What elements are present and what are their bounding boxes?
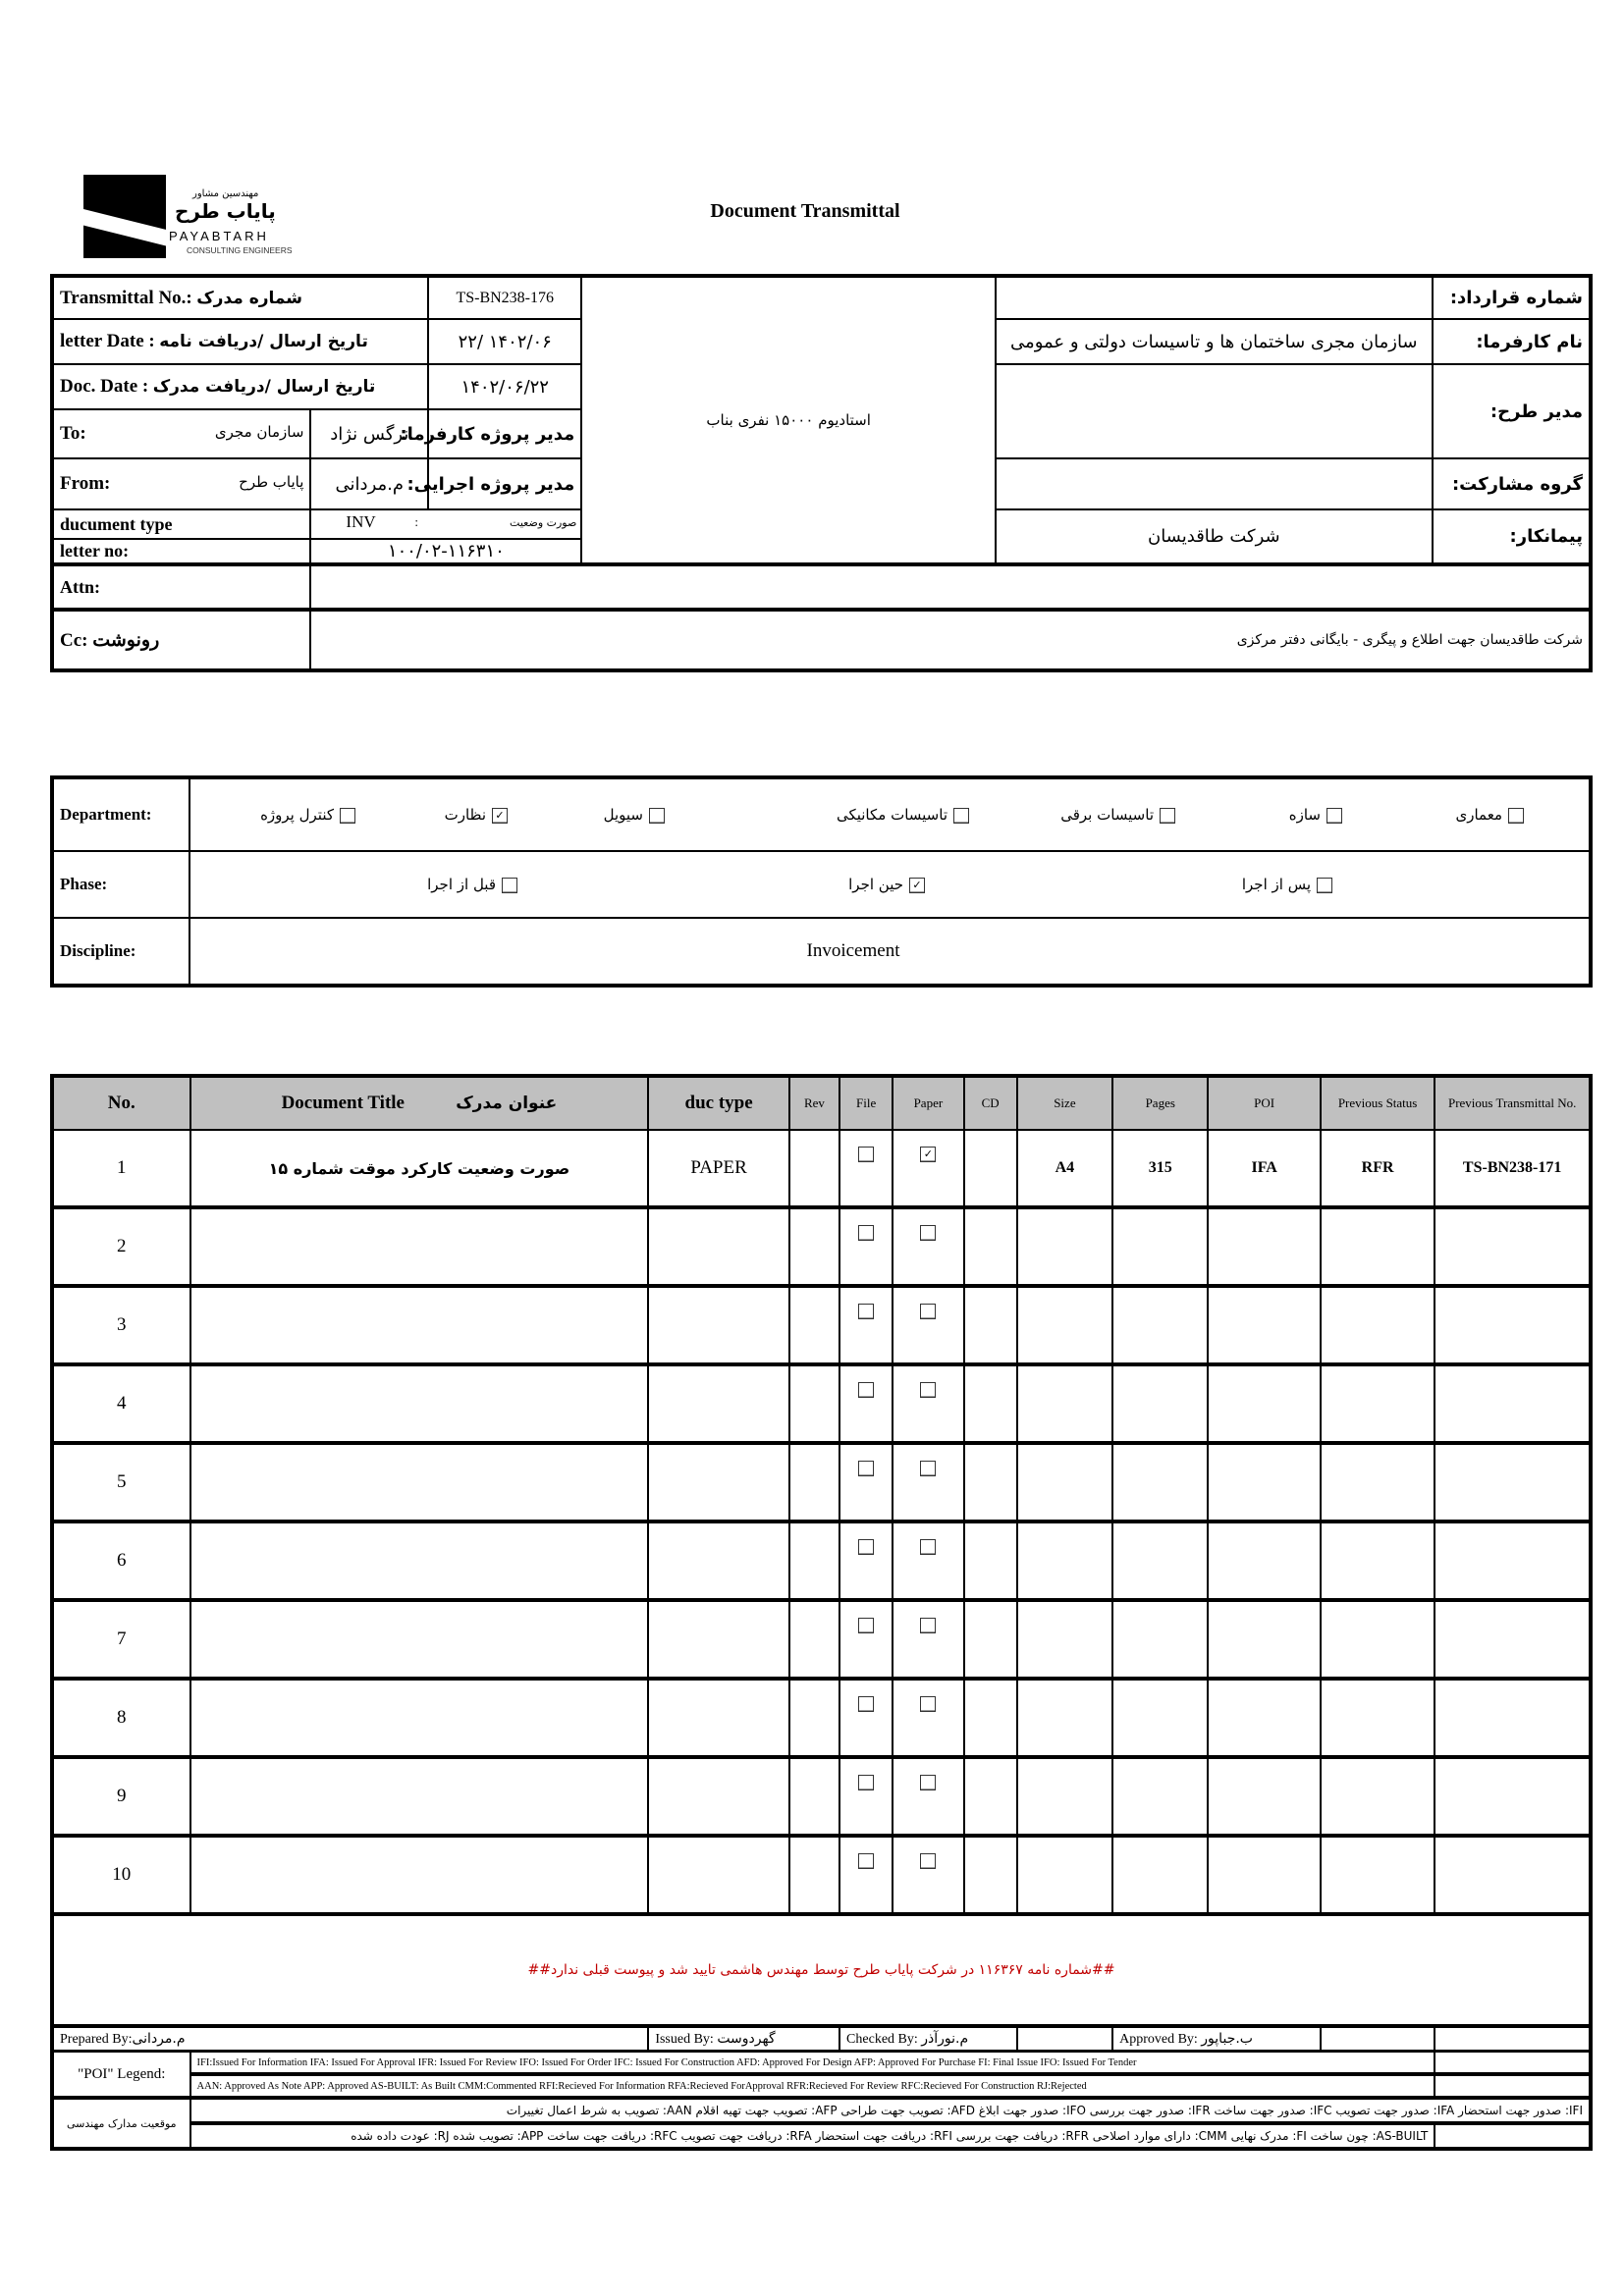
- cell-poi[interactable]: [1208, 1679, 1320, 1757]
- col-header-type: duc type: [648, 1076, 789, 1130]
- exec-pm-label: مدیر پروژه اجرایی:: [428, 458, 581, 509]
- col-header-prev-status: Previous Status: [1321, 1076, 1435, 1130]
- cell-rev[interactable]: [789, 1600, 839, 1679]
- checkbox-icon[interactable]: [1508, 808, 1524, 824]
- cell-paper[interactable]: [893, 1207, 963, 1286]
- cell-cd[interactable]: [964, 1130, 1017, 1207]
- attn-value[interactable]: [310, 564, 1591, 610]
- dept-option-architecture[interactable]: معماری: [1456, 806, 1531, 824]
- cell-paper[interactable]: [893, 1522, 963, 1600]
- table-row: [52, 1364, 1591, 1443]
- checkbox-icon[interactable]: [920, 1304, 936, 1319]
- letter-date-label: letter Date : تاریخ ارسال /دریافت نامه: [52, 319, 428, 364]
- cell-no: 1: [52, 1130, 190, 1207]
- checkbox-icon[interactable]: [858, 1539, 874, 1555]
- to-person[interactable]: نرگس نژاد: [310, 409, 428, 458]
- company-logo-mark: [83, 175, 166, 258]
- table-row: [52, 1757, 1591, 1836]
- poi-legend-line1: IFI:Issued For Information IFA: Issued For Approval IFR: Issued For Review IFO: Issued For Order IFC: Issued For Construction AFD: Approved For Design AFP: Approved For Purchase FI: Final Issue IFO: Issued For Tender: [190, 2052, 1435, 2075]
- cell-type[interactable]: [648, 1679, 789, 1757]
- cell-prev-transmittal[interactable]: [1435, 1679, 1591, 1757]
- table-row: [52, 1836, 1591, 1914]
- checked-by: Checked By: م.نورآذر: [839, 2026, 1017, 2052]
- poi-legend-line2: AAN: Approved As Note APP: Approved AS-BUILT: As Built CMM:Commented RFI:Recieved For Information RFA:Recieved ForApproval RFR:Recieved For Review RFC:Recieved For Construction RJ:Rejected: [190, 2074, 1435, 2098]
- cell-file[interactable]: [839, 1679, 893, 1757]
- cell-paper[interactable]: [893, 1130, 963, 1207]
- from-value: پایاب طرح: [239, 473, 304, 491]
- col-header-title: Document Title عنوان مدرک: [190, 1076, 649, 1130]
- phase-option-during[interactable]: ✓حین اجرا: [848, 876, 931, 893]
- department-options: [189, 777, 1591, 851]
- cell-title[interactable]: [190, 1364, 649, 1443]
- phase-options: [189, 851, 1591, 918]
- table-row: [52, 1207, 1591, 1286]
- logo-name-fa: پایاب طرح: [175, 199, 276, 223]
- cc-value[interactable]: شرکت طاقدیسان جهت اطلاع و پیگری - بایگانی دفتر مرکزی: [310, 610, 1591, 670]
- cell-paper[interactable]: [893, 1364, 963, 1443]
- phase-option-before[interactable]: قبل از اجرا: [427, 876, 523, 893]
- cell-no: 5: [52, 1443, 190, 1522]
- table-row: [52, 1522, 1591, 1600]
- cell-no: 10: [52, 1836, 190, 1914]
- cell-cd[interactable]: [964, 1364, 1017, 1443]
- checkbox-icon[interactable]: [953, 808, 969, 824]
- cell-paper[interactable]: [893, 1679, 963, 1757]
- cell-title[interactable]: [190, 1600, 649, 1679]
- fa-legend-line1: IFI: صدور جهت استحضار IFA: صدور جهت تصویب IFC: صدور جهت ساخت IFR: صدور جهت بررسی IFO: صدور جهت ابلاغ AFD: تصویب جهت طراحی AFP: تصویب جهت تهیه اقلام AAN: تصویب به شرط اعمال تغییرات: [190, 2098, 1591, 2123]
- col-header-paper: Paper: [893, 1076, 963, 1130]
- cell-rev[interactable]: [789, 1207, 839, 1286]
- checkbox-icon[interactable]: [920, 1853, 936, 1869]
- contract-no-value[interactable]: [996, 276, 1433, 319]
- doc-date-label: Doc. Date : تاریخ ارسال /دریافت مدرک: [52, 364, 428, 409]
- cell-prev-status[interactable]: [1321, 1443, 1435, 1522]
- cell-cd[interactable]: [964, 1207, 1017, 1286]
- cell-prev-transmittal[interactable]: [1435, 1757, 1591, 1836]
- cell-size[interactable]: [1017, 1600, 1112, 1679]
- poi-legend-label: "POI" Legend:: [52, 2052, 190, 2099]
- documents-table: [50, 1074, 1593, 2151]
- table-row: [52, 1443, 1591, 1522]
- cell-cd[interactable]: [964, 1443, 1017, 1522]
- doc-type-label: ducument type: [52, 509, 310, 539]
- cell-pages[interactable]: [1112, 1443, 1208, 1522]
- letter-date-value[interactable]: ۱۴۰۲/۰۶ /۲۲: [428, 319, 581, 364]
- cell-pages[interactable]: [1112, 1836, 1208, 1914]
- checkbox-icon[interactable]: [920, 1382, 936, 1398]
- checkbox-icon[interactable]: [340, 808, 355, 824]
- cell-title[interactable]: [190, 1679, 649, 1757]
- classification-table: [50, 775, 1593, 988]
- to-cell: [52, 409, 310, 458]
- col-header-poi: POI: [1208, 1076, 1320, 1130]
- cell-no: 8: [52, 1679, 190, 1757]
- logo-name-en: PAYABTARH: [169, 229, 269, 243]
- cell-cd[interactable]: [964, 1679, 1017, 1757]
- cell-file[interactable]: [839, 1364, 893, 1443]
- phase-option-after[interactable]: پس از اجرا: [1242, 876, 1338, 893]
- cell-prev-status[interactable]: [1321, 1679, 1435, 1757]
- checkbox-icon[interactable]: [858, 1696, 874, 1712]
- transmittal-no-label: Transmittal No.: شماره مدرک: [52, 276, 428, 319]
- cell-prev-status[interactable]: [1321, 1600, 1435, 1679]
- checkbox-icon[interactable]: [1326, 808, 1342, 824]
- transmittal-info-table: [50, 274, 1593, 672]
- cell-title[interactable]: [190, 1522, 649, 1600]
- prepared-by: Prepared By:م.مردانی: [52, 2026, 648, 2052]
- cell-rev[interactable]: [789, 1757, 839, 1836]
- table-row: [52, 1286, 1591, 1364]
- contractor-label: پیمانکار:: [1433, 509, 1591, 564]
- cell-no: 3: [52, 1286, 190, 1364]
- cell-prev-transmittal[interactable]: [1435, 1836, 1591, 1914]
- dept-option-electrical[interactable]: تاسیسات برقی: [1060, 806, 1181, 824]
- cell-size[interactable]: [1017, 1207, 1112, 1286]
- page-title: Document Transmittal: [710, 200, 900, 222]
- checkbox-icon[interactable]: [649, 808, 665, 824]
- cell-file[interactable]: [839, 1522, 893, 1600]
- cell-size[interactable]: A4: [1017, 1130, 1112, 1207]
- cell-poi[interactable]: IFA: [1208, 1130, 1320, 1207]
- checkbox-icon[interactable]: [920, 1618, 936, 1633]
- dept-option-civil[interactable]: سیویل: [604, 806, 671, 824]
- checkbox-icon[interactable]: [920, 1696, 936, 1712]
- plan-manager-label: مدیر طرح:: [1433, 364, 1591, 458]
- cell-type[interactable]: [648, 1600, 789, 1679]
- cell-prev-status[interactable]: [1321, 1286, 1435, 1364]
- to-value: سازمان مجری: [214, 423, 304, 441]
- cell-type[interactable]: [648, 1836, 789, 1914]
- department-label: Department:: [52, 777, 189, 851]
- cell-file[interactable]: [839, 1207, 893, 1286]
- cell-type[interactable]: [648, 1522, 789, 1600]
- cell-cd[interactable]: [964, 1836, 1017, 1914]
- fa-legend-line2: AS-BUILT: چون ساخت FI: مدرک نهایی CMM: دارای موارد اصلاحی RFR: دریافت جهت بررسی RFI: دریافت جهت استحضار RFA: دریافت جهت تصویب RFC: دریافت جهت ساخت APP: تصویب شده RJ: عودت داده شده: [190, 2123, 1435, 2149]
- table-row: [52, 1600, 1591, 1679]
- col-header-no: No.: [52, 1076, 190, 1130]
- cell-pages[interactable]: [1112, 1600, 1208, 1679]
- cell-pages[interactable]: [1112, 1286, 1208, 1364]
- logo-subtitle-en: CONSULTING ENGINEERS: [187, 245, 293, 255]
- plan-manager-value[interactable]: [996, 364, 1433, 458]
- cell-prev-status[interactable]: [1321, 1836, 1435, 1914]
- cell-prev-status[interactable]: [1321, 1207, 1435, 1286]
- cell-poi[interactable]: [1208, 1207, 1320, 1286]
- cell-poi[interactable]: [1208, 1600, 1320, 1679]
- cell-file[interactable]: [839, 1443, 893, 1522]
- client-name-value[interactable]: سازمان مجری ساختمان ها و تاسیسات دولتی و عمومی: [996, 319, 1433, 364]
- cell-title[interactable]: [190, 1443, 649, 1522]
- checkbox-checked-icon[interactable]: ✓: [920, 1147, 936, 1162]
- cell-poi[interactable]: [1208, 1443, 1320, 1522]
- cc-label: Cc: رونوشت: [52, 610, 310, 670]
- table-row: [52, 1130, 1591, 1207]
- cell-prev-transmittal[interactable]: [1435, 1364, 1591, 1443]
- col-header-size: Size: [1017, 1076, 1112, 1130]
- engineering-docs-status-label: موقعیت مدارک مهندسی: [52, 2098, 190, 2149]
- cell-type[interactable]: [648, 1443, 789, 1522]
- cell-pages[interactable]: 315: [1112, 1130, 1208, 1207]
- contractor-value[interactable]: شرکت طاقدیسان: [996, 509, 1433, 564]
- cell-size[interactable]: [1017, 1286, 1112, 1364]
- cell-cd[interactable]: [964, 1522, 1017, 1600]
- checkbox-icon[interactable]: [920, 1539, 936, 1555]
- cell-file[interactable]: [839, 1836, 893, 1914]
- phase-label: Phase:: [52, 851, 189, 918]
- cell-pages[interactable]: [1112, 1207, 1208, 1286]
- cell-pages[interactable]: [1112, 1679, 1208, 1757]
- letter-no-value[interactable]: ۱۰۰/۰۲-۱۱۶۳۱۰: [310, 539, 581, 564]
- discipline-value[interactable]: Invoicement: [189, 918, 1591, 986]
- cell-type[interactable]: [648, 1286, 789, 1364]
- cell-paper[interactable]: [893, 1757, 963, 1836]
- cell-type[interactable]: [648, 1207, 789, 1286]
- client-pm-label: مدیر پروژه کارفرما:: [428, 409, 581, 458]
- cell-size[interactable]: [1017, 1443, 1112, 1522]
- to-label: To:: [60, 423, 86, 444]
- cell-prev-transmittal[interactable]: [1435, 1286, 1591, 1364]
- checkbox-icon[interactable]: [858, 1304, 874, 1319]
- cell-prev-transmittal[interactable]: [1435, 1522, 1591, 1600]
- table-header-row: [52, 1076, 1591, 1130]
- col-header-file: File: [839, 1076, 893, 1130]
- col-header-prev-transmittal: Previous Transmittal No.: [1435, 1076, 1591, 1130]
- transmittal-no-value[interactable]: TS-BN238-176: [428, 276, 581, 319]
- dept-option-project-control[interactable]: کنترل پروژه: [260, 806, 361, 824]
- cell-file[interactable]: [839, 1286, 893, 1364]
- cell-size[interactable]: [1017, 1364, 1112, 1443]
- cell-poi[interactable]: [1208, 1757, 1320, 1836]
- cell-prev-transmittal[interactable]: TS-BN238-171: [1435, 1130, 1591, 1207]
- project-name: استادیوم ۱۵۰۰۰ نفری بناب: [581, 276, 996, 564]
- cell-rev[interactable]: [789, 1364, 839, 1443]
- attn-label: Attn:: [52, 564, 310, 610]
- cell-poi[interactable]: [1208, 1286, 1320, 1364]
- cell-poi[interactable]: [1208, 1522, 1320, 1600]
- doc-type-value[interactable]: INV : صورت وضعیت: [310, 509, 581, 539]
- cell-title[interactable]: [190, 1836, 649, 1914]
- cell-type[interactable]: [648, 1364, 789, 1443]
- cell-paper[interactable]: [893, 1286, 963, 1364]
- issued-by: Issued By: گهردوست: [648, 2026, 839, 2052]
- cell-rev[interactable]: [789, 1836, 839, 1914]
- cell-no: 9: [52, 1757, 190, 1836]
- from-label: From:: [60, 473, 111, 494]
- cell-pages[interactable]: [1112, 1522, 1208, 1600]
- cell-no: 6: [52, 1522, 190, 1600]
- cell-rev[interactable]: [789, 1522, 839, 1600]
- checkbox-icon[interactable]: [858, 1382, 874, 1398]
- signature-row: [52, 2026, 1591, 2052]
- cell-no: 7: [52, 1600, 190, 1679]
- cell-size[interactable]: [1017, 1836, 1112, 1914]
- cell-prev-status[interactable]: [1321, 1757, 1435, 1836]
- partnership-value[interactable]: [996, 458, 1433, 509]
- dept-option-supervision[interactable]: ✓نظارت: [445, 806, 514, 824]
- cell-paper[interactable]: [893, 1836, 963, 1914]
- cell-paper[interactable]: [893, 1600, 963, 1679]
- partnership-label: گروه مشارکت:: [1433, 458, 1591, 509]
- approved-by: Approved By: ب.جباپور: [1112, 2026, 1321, 2052]
- cell-file[interactable]: [839, 1600, 893, 1679]
- checkbox-icon[interactable]: [920, 1225, 936, 1241]
- cell-prev-status[interactable]: [1321, 1522, 1435, 1600]
- col-header-pages: Pages: [1112, 1076, 1208, 1130]
- cell-title[interactable]: صورت وضعیت کارکرد موقت شماره ۱۵: [190, 1130, 649, 1207]
- cell-no: 2: [52, 1207, 190, 1286]
- cell-file[interactable]: [839, 1130, 893, 1207]
- cell-rev[interactable]: [789, 1130, 839, 1207]
- cell-cd[interactable]: [964, 1600, 1017, 1679]
- dept-option-mechanical[interactable]: تاسیسات مکانیکی: [837, 806, 975, 824]
- checkbox-icon[interactable]: [858, 1775, 874, 1790]
- cell-title[interactable]: [190, 1286, 649, 1364]
- checkbox-checked-icon[interactable]: ✓: [492, 808, 508, 824]
- checkbox-icon[interactable]: [858, 1461, 874, 1476]
- cell-cd[interactable]: [964, 1286, 1017, 1364]
- cell-type[interactable]: PAPER: [648, 1130, 789, 1207]
- from-cell: [52, 458, 310, 509]
- col-header-cd: CD: [964, 1076, 1017, 1130]
- cell-type[interactable]: [648, 1757, 789, 1836]
- notes-box: ##شماره نامه ۱۱۶۳۶۷ در شرکت پایاب طرح توسط مهندس هاشمی تایید شد و پیوست قبلی ندارد##: [52, 1914, 1591, 2026]
- cell-prev-status[interactable]: [1321, 1364, 1435, 1443]
- checkbox-checked-icon[interactable]: ✓: [909, 878, 925, 893]
- cell-rev[interactable]: [789, 1679, 839, 1757]
- cell-file[interactable]: [839, 1757, 893, 1836]
- logo-subtitle-fa: مهندسین مشاور: [192, 188, 259, 199]
- cell-poi[interactable]: [1208, 1836, 1320, 1914]
- cell-prev-transmittal[interactable]: [1435, 1207, 1591, 1286]
- cell-size[interactable]: [1017, 1757, 1112, 1836]
- cell-poi[interactable]: [1208, 1364, 1320, 1443]
- cell-no: 4: [52, 1364, 190, 1443]
- cell-pages[interactable]: [1112, 1757, 1208, 1836]
- cell-size[interactable]: [1017, 1679, 1112, 1757]
- cell-prev-status[interactable]: RFR: [1321, 1130, 1435, 1207]
- cell-rev[interactable]: [789, 1443, 839, 1522]
- checkbox-icon[interactable]: [858, 1147, 874, 1162]
- checkbox-icon[interactable]: [920, 1461, 936, 1476]
- col-header-rev: Rev: [789, 1076, 839, 1130]
- client-name-label: نام کارفرما:: [1433, 319, 1591, 364]
- checkbox-icon[interactable]: [858, 1853, 874, 1869]
- cell-prev-transmittal[interactable]: [1435, 1443, 1591, 1522]
- letter-no-label: letter no:: [52, 539, 310, 564]
- from-person[interactable]: م.مردانی: [310, 458, 428, 509]
- cell-pages[interactable]: [1112, 1364, 1208, 1443]
- doc-date-value[interactable]: ۱۴۰۲/۰۶/۲۲: [428, 364, 581, 409]
- checkbox-icon[interactable]: [1317, 878, 1332, 893]
- cell-cd[interactable]: [964, 1757, 1017, 1836]
- checkbox-icon[interactable]: [920, 1775, 936, 1790]
- cell-rev[interactable]: [789, 1286, 839, 1364]
- checkbox-icon[interactable]: [858, 1618, 874, 1633]
- dept-option-structure[interactable]: سازه: [1289, 806, 1348, 824]
- cell-title[interactable]: [190, 1757, 649, 1836]
- checkbox-icon[interactable]: [502, 878, 517, 893]
- checkbox-icon[interactable]: [1160, 808, 1175, 824]
- contract-no-label: شماره قرارداد:: [1433, 276, 1591, 319]
- table-row: [52, 1679, 1591, 1757]
- checkbox-icon[interactable]: [858, 1225, 874, 1241]
- cell-paper[interactable]: [893, 1443, 963, 1522]
- cell-title[interactable]: [190, 1207, 649, 1286]
- discipline-label: Discipline:: [52, 918, 189, 986]
- cell-prev-transmittal[interactable]: [1435, 1600, 1591, 1679]
- cell-size[interactable]: [1017, 1522, 1112, 1600]
